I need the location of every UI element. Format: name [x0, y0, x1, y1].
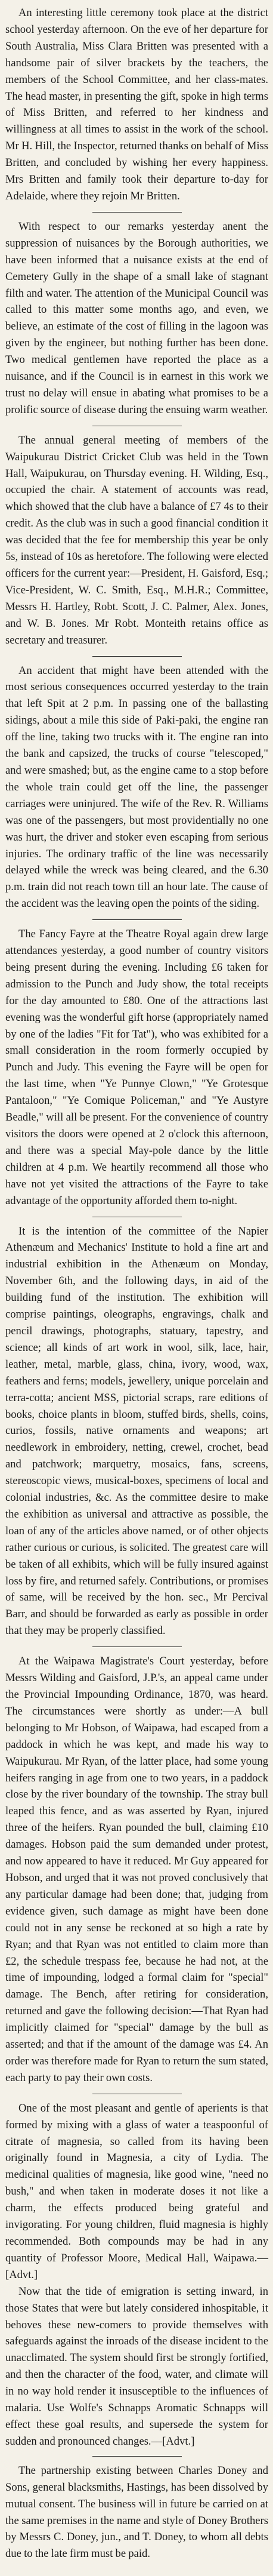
article-paragraph: The Fancy Fayre at the Theatre Royal again drew large attendances yesterday, a good number of country visitors being present during the evening. Including £6 taken for admission to the Punch and Judy show, the total receipts for the day amounted to £80. One of the attractions last evening was the wonderful gift horse (appropriately named by one of the ladies "Fit for Tat"), who was exhibited for a small consideration in the room formerly occupied by Punch and Judy. This evening the Fayre will be open for the last time, when "Ye Punnye Clown," "Ye Grotesque Pantaloon," "Ye Comique Policeman," and "Ye Austyre Beadle," will all be present. For the convenience of country visitors the doors were opened at 2 o'clock this afternoon, and there was a special May-pole dance by the little children at 4 p.m. We heartily recommend all those who have not yet visited the attractions of the Fayre to take advantage of the opportunity afforded them to-night.: [5, 928, 268, 1207]
article-paragraph: At the Waipawa Magistrate's Court yesterday, before Messrs Wilding and Gaisford, J.P.'s, an appeal came under the Provincial Impounding Ordinance, 1870, was heard. The circumstances were shortly as under:—A bull belonging to Mr Hobson, of Waipawa, had escaped from a paddock in which he was kept, and made his way to Waipukurau. Mr Ryan, of the latter place, had some young heifers ranging in age from one to two years, in a paddock close by the river boundary of the township. The stray bull leaped this fence, and as was asserted by Ryan, injured three of the heifers. Ryan pounded the bull, claiming £10 damages. Hobson paid the sum demanded under protest, and now appeared to have it reduced. Mr Guy appeared for Hobson, and urged that it was not proved conclusively that any particular damage had been done; that, judging from evidence given, such damage as might have been done could not in any sense be reckoned at so high a rate by Ryan; and that Ryan was not entitled to claim more than £2, the schedule trespass fee, because he had not, at the time of impounding, lodged a formal claim for "special" damage. The Bench, after retiring for consideration, returned and gave the following decision:—That Ryan had implicitly claimed for "special" damage by the bull as asserted; and that if the amount of the damage was £4. An order was therefore made for Ryan to return the sum stated, each party to pay their own costs.: [5, 1655, 268, 2084]
section-divider: [92, 656, 182, 657]
section-divider: [92, 2456, 182, 2457]
article-paragraph: It is the intention of the committee of the Napier Athenæum and Mechanics' Institute to hold a fine art and industrial exhibition in the Athenæum on Monday, November 6th, and the following days, in aid of the building fund of the institution. The exhibition will comprise paintings, oleographs, engravings, chalk and pencil drawings, photographs, statuary, tapestry, and science; all kinds of art work in wool, silk, lace, hair, leather, metal, marble, glass, china, ivory, wood, wax, feathers and ferns; models, jewellery, unique porcelain and terra-cotta; ancient MSS, pictorial scraps, rare editions of books, choice plants in bloom, stuffed birds, shells, coins, curios, fossils, native ornaments and weapons; art needlework in embroidery, netting, crewel, crochet, bead and patchwork; marquetry, mosaics, fans, screens, stereoscopic views, musical-boxes, specimens of local and colonial industries, &c. As the committee desire to make the exhibition as universal and attractive as possible, the loan of any of the articles above named, or of other objects rather curious or curious, is solicited. The greatest care will be taken of all exhibits, which will be fully insured against loss by fire, and returned safely. Contributions, or promises of same, will be received by the hon. sec., Mr Percival Barr, and should be forwarded as early as possible in order that they may be properly classified.: [5, 1224, 268, 1638]
article-paragraph: One of the most pleasant and gentle of aperients is that formed by mixing with a glass of water a teaspoonful of citrate of magnesia, so called from its having been originally found in Magnesia, a city of Lydia. The medicinal qualities of magnesia, like good wine, "need no bush," and when taken in moderate doses it not like a charm, the effects produced being grateful and invigorating. For young children, fluid magnesia is highly recommended. Both compounds may be had in any quantity of Professor Moore, Medical Hall, Waipawa.—[Advt.]: [5, 2101, 268, 2281]
article-paragraph: An accident that might have been attended with the most serious consequences occurred yesterday to the train that left Spit at 2 p.m. In passing one of the ballasting sidings, about a mile this side of Paki-paki, the engine ran off the line, taking two trucks with it. The engine ran into the bank and capsized, the trucks of course "telescoped," and were smashed; but, as the engine came to a stop before the whole train could get off the line, the passenger carriages were uninjured. The wife of the Rev. R. Williams was one of the passengers, but most providentially no one was hurt, the driver and stoker even escaping from serious injuries. The ordinary traffic of the line was necessarily delayed while the wreck was being cleared, and the 6.30 p.m. train did not reach town till an hour late. The cause of the accident was the leaving open the points of the siding.: [5, 664, 268, 910]
article-athenaeum-exhibition: [5, 1223, 268, 1640]
section-divider: [92, 1646, 182, 1647]
article-partnership-dissolved: [5, 2463, 268, 2562]
article-cemetery-gully-nuisance: [5, 218, 268, 418]
article-paragraph: Now that the tide of emigration is setting inward, in those States that were but lately considered inhospitable, it behoves these new-comers to provide themselves with safeguards against the inroads of the disease incident to the unacclimated. The system should first be strongly fortified, and then the character of the food, water, and climate will in no way hold render it insusceptible to the influences of malaria. Use Wolfe's Schnapps Aromatic Schnapps will effect these goal results, and supersede the system for sudden and pronounced changes.—[Advt.]: [5, 2285, 268, 2448]
article-school-presentation: [5, 5, 268, 205]
article-cricket-club-meeting: [5, 432, 268, 649]
article-railway-accident: [5, 663, 268, 913]
section-divider: [92, 212, 182, 213]
article-advertisements: [5, 2100, 268, 2450]
article-magistrate-court: [5, 1653, 268, 2086]
article-paragraph: The partnership existing between Charles Doney and Sons, general blacksmiths, Hastings, has been dissolved by mutual consent. The business will in future be carried on at the same premises in the name and style of Doney Brothers by Messrs C. Doney, jun., and T. Doney, to whom all debts due to the late firm must be paid.: [5, 2464, 268, 2560]
article-paragraph: The annual general meeting of members of the Waipukurau District Cricket Club was held in the Town Hall, Waipukurau, on Thursday evening. H. Wilding, Esq., occupied the chair. A statement of accounts was read, which showed that the club have a balance of £7 4s to their credit. As the club was in such a good financial condition it was decided that the fee for membership this year be only 5s, instead of 10s as heretofore. The following were elected officers for the current year:—President, H. Gaisford, Esq.; Vice-President, W. C. Smith, Esq., M.H.R.; Committee, Messrs H. Hartley, Robt. Scott, J. C. Palmer, Alex. Jones, and W. B. Jones. Mr Robt. Monteith retains office as secretary and treasurer.: [5, 433, 268, 647]
article-fancy-fayre: [5, 926, 268, 1209]
section-divider: [92, 919, 182, 920]
article-paragraph: An interesting little ceremony took place at the district school yesterday afternoon. On the eve of her departure for South Australia, Miss Clara Britten was presented with a handsome pair of silver brackets by the teachers, the members of the School Committee, and her class-mates. The head master, in presenting the gift, spoke in high terms of Miss Britten, and referred to her kindness and willingness at all times to assist in the work of the school. Mr H. Hill, the Inspector, returned thanks on behalf of Miss Britten, and concluded by wishing her every happiness. Mrs Britten and family took their departure to-day for Adelaide, where they rejoin Mr Britten.: [5, 7, 268, 202]
article-paragraph: With respect to our remarks yesterday anent the suppression of nuisances by the Borough authorities, we have been informed that a nuisance exists at the end of Cemetery Gully in the shape of a small lake of stagnant filth and water. The attention of the Municipal Council was called to this matter some months ago, and even, we believe, an estimate of the cost of filling in the lagoon was given by the engineer, but nothing further has been done. Two medical gentlemen have reported the place as a nuisance, and if the Council is in earnest in this work we trust no delay will ensue in abating what promises to be a prolific source of disease during the ensuing warm weather.: [5, 220, 268, 416]
